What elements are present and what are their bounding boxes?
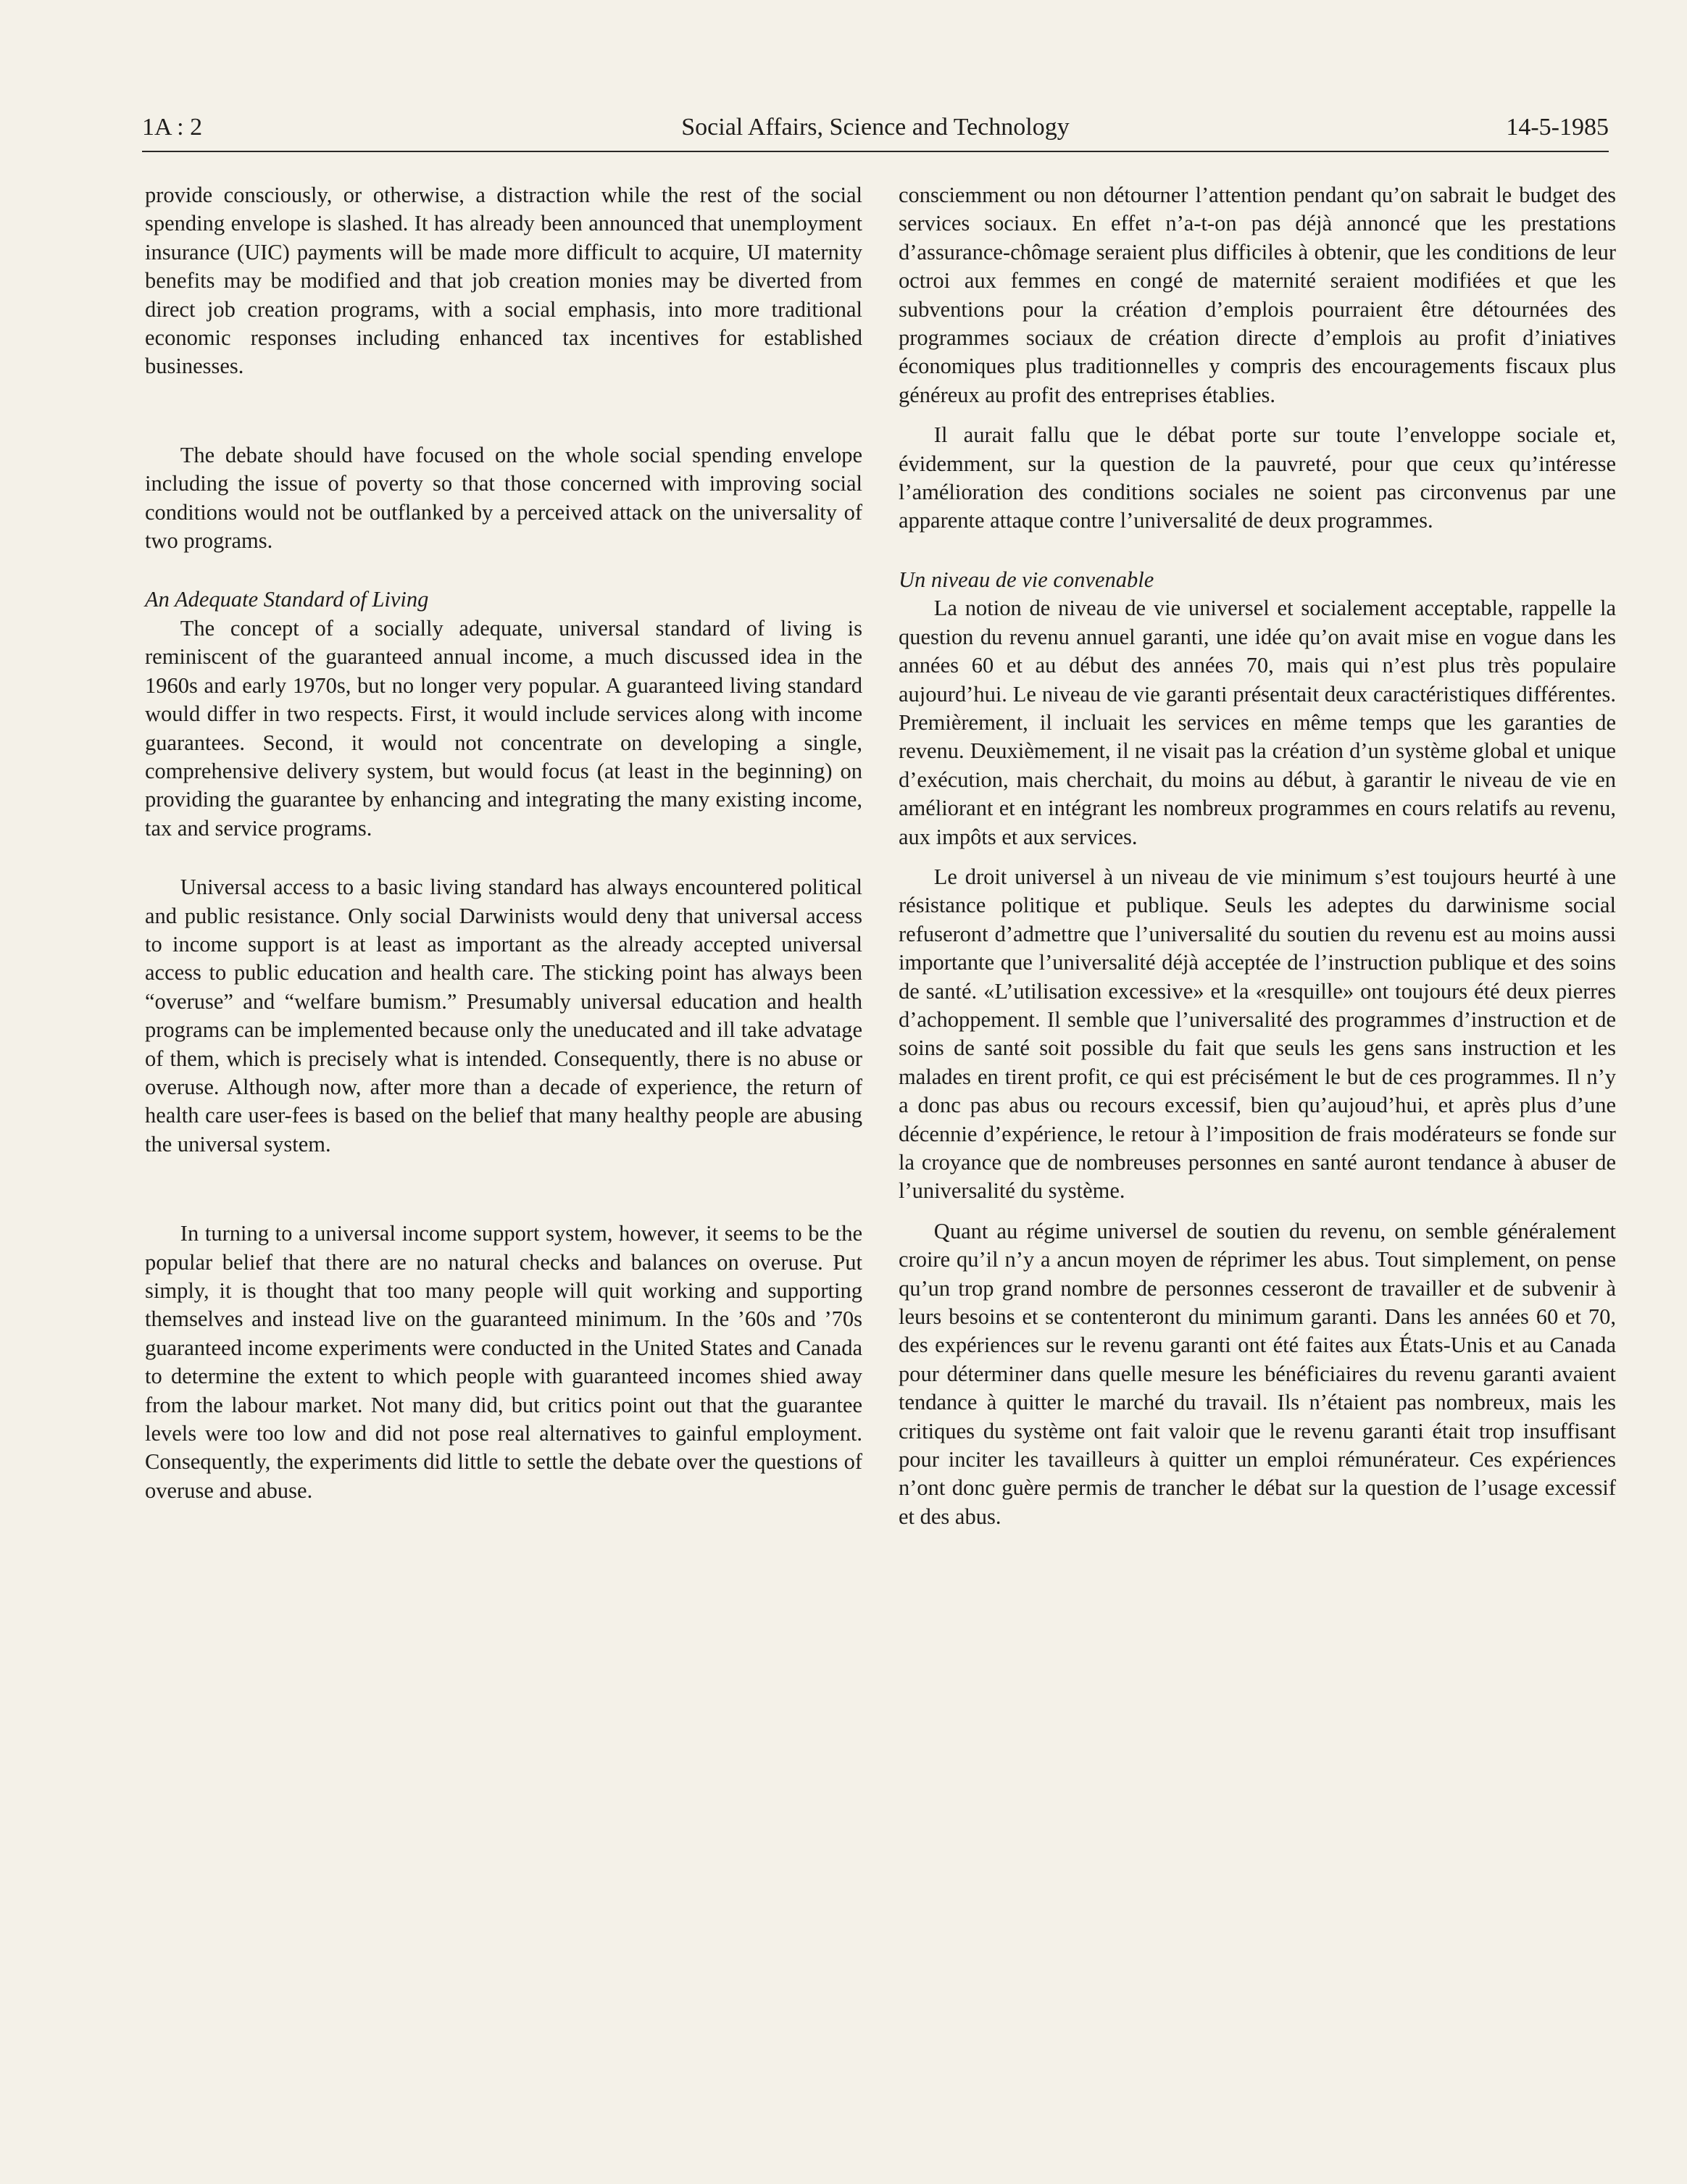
english-paragraph-5: In turning to a universal income support system, however, it seems to be the popular belief that there are no natural checks and balances on overuse. Put simply, it is thought that too many people will quit working and supporting themselves and instead live on the guaranteed minimum. In the ’60s and ’70s guaranteed income experiments were conducted in the United States and Canada to determine the extent to which people with guaranteed incomes shied away from the labour market. Not many did, but critics point out that the guarantee levels were too low and did not pose real alternatives to gainful employment. Consequently, the experiments did little to settle the debate over the questions of overuse and abuse.: [145, 1221, 862, 1503]
french-paragraph-3: La notion de niveau de vie universel et socialement acceptable, rappelle la question du revenu annuel garanti, une idée qu’on avait mise en vogue dans les années 60 et au début des années 70, mais qui n’est plus très populaire aujourd’hui. Le niveau de vie garanti présentait deux caractéristiques différentes. Premièrement, il incluait les services en même temps que les garanties de revenu. Deuxièmement, il ne visait pas la création d’un système global et unique d’exécution, mais cherchait, du moins au début, à garantir le niveau de vie en améliorant et en intégrant les nombreux programmes en cours relatifs au revenu, aux impôts et aux services.: [899, 596, 1616, 849]
english-paragraph-4: Universal access to a basic living standard has always encountered political and public resistance. Only social Darwinists would deny that universal access to income support is at least as important as the already accepted universal access to public education and health care. The sticking point has always been “overuse” and “welfare bumism.” Presumably universal education and health programs can be implemented because only the uneducated and ill take advatage of them, which is precisely what is intended. Consequently, there is no abuse or overuse. Although now, after more than a decade of experience, the return of health care user-fees is based on the belief that many healthy people are abusing the universal system.: [145, 875, 862, 1156]
page-number: 1A : 2: [142, 114, 203, 141]
french-paragraph-2: Il aurait fallu que le débat porte sur toute l’enveloppe sociale et, évidemment, sur la question de la pauvreté, pour que ceux qu’intéresse l’amélioration des conditions sociales ne soient pas circonvenus par une apparente attaque contre l’universalité de deux programmes.: [899, 422, 1616, 533]
french-paragraph-5: Quant au régime universel de soutien du revenu, on semble généralement croire qu’il n’y a ancun moyen de réprimer les abus. Tout simplement, on pense qu’un trop grand nombre de personnes cesseront de travailler et de subvenir à leurs besoins et se contenteront du minimum garanti. Dans les années 60 et 70, des expériences sur le revenu garanti ont été faites aux États-Unis et au Canada pour déterminer dans quelle mesure les bénéficiaires du revenu garanti avaient tendance à quitter le marché du travail. Ils n’étaient pas nombreux, mais les critiques du système ont fait valoir que le revenu garanti était trop insuffisant pour inciter les tavailleurs à quitter un emploi rémunérateur. Ces expériences n’ont donc guère permis de trancher le débat sur la question de l’usage excessif et des abus.: [899, 1218, 1616, 1529]
french-section-heading: Un niveau de vie convenable: [899, 567, 1154, 592]
english-column: [145, 181, 862, 1505]
issue-date: 14-5-1985: [1506, 114, 1609, 141]
english-paragraph-2: The debate should have focused on the whole social spending envelope including the issue of poverty so that those concerned with improving social conditions would not be outflanked by a perceived attack on the universality of two programs.: [145, 442, 862, 554]
english-section-heading: An Adequate Standard of Living: [145, 587, 429, 612]
french-paragraph-4: Le droit universel à un niveau de vie minimum s’est toujours heurté à une résistance politique et publique. Seuls les adeptes du darwinisme social refuseront d’admettre que l’universalité du soutien du revenu est au moins aussi importante que l’universalité déjà acceptée de l’instruction publique et des soins de santé. «L’utilisation excessive» et la «resquille» ont toujours été deux pierres d’achoppement. Il semble que l’universalité des programmes d’instruction et de soins de santé soit possible du fait que seuls les gens sans instruction et les malades en tirent profit, ce qui est précisément le but de ces programmes. Il n’y a donc pas abus ou recours excessif, bien qu’aujoud’hui, et après plus d’une décennie d’expérience, le retour à l’imposition de frais modérateurs se fonde sur la croyance que de nombreuses personnes en santé auront tendance à abuser de l’universalité du système.: [899, 864, 1616, 1204]
french-paragraph-1: consciemment ou non détourner l’attention pendant qu’on sabrait le budget des services sociaux. En effet n’a-t-on pas déjà annoncé que les prestations d’assurance-chômage seraient plus difficiles à obtenir, que les conditions de leur octroi aux femmes en congé de maternité seraient modifiées et que les subventions pour la création d’emplois pourraient être détournées des programmes sociaux de création directe d’emplois au profit d’iniatives économiques plus traditionnelles y compris des encouragements fiscaux plus généreux au profit des entreprises établies.: [899, 183, 1616, 407]
english-paragraph-1: provide consciously, or otherwise, a distraction while the rest of the social spending envelope is slashed. It has already been announced that unemployment insurance (UIC) payments will be made more difficult to acquire, UI maternity benefits may be modified and that job creation monies may be diverted from direct job creation programs, with a social emphasis, into more traditional economic responses including enhanced tax incentives for established businesses.: [145, 183, 862, 379]
page-header: [142, 107, 1609, 152]
french-column: [899, 181, 1616, 1531]
running-title: Social Affairs, Science and Technology: [681, 114, 1070, 141]
english-paragraph-3: The concept of a socially adequate, universal standard of living is reminiscent of the guaranteed annual income, a much discussed idea in the 1960s and early 1970s, but no longer very popular. A guaranteed living standard would differ in two respects. First, it would include services along with income guarantees. Second, it would not concentrate on developing a single, comprehensive delivery system, but would focus (at least in the beginning) on providing the guarantee by enhancing and integrating the many existing income, tax and service programs.: [145, 615, 862, 841]
